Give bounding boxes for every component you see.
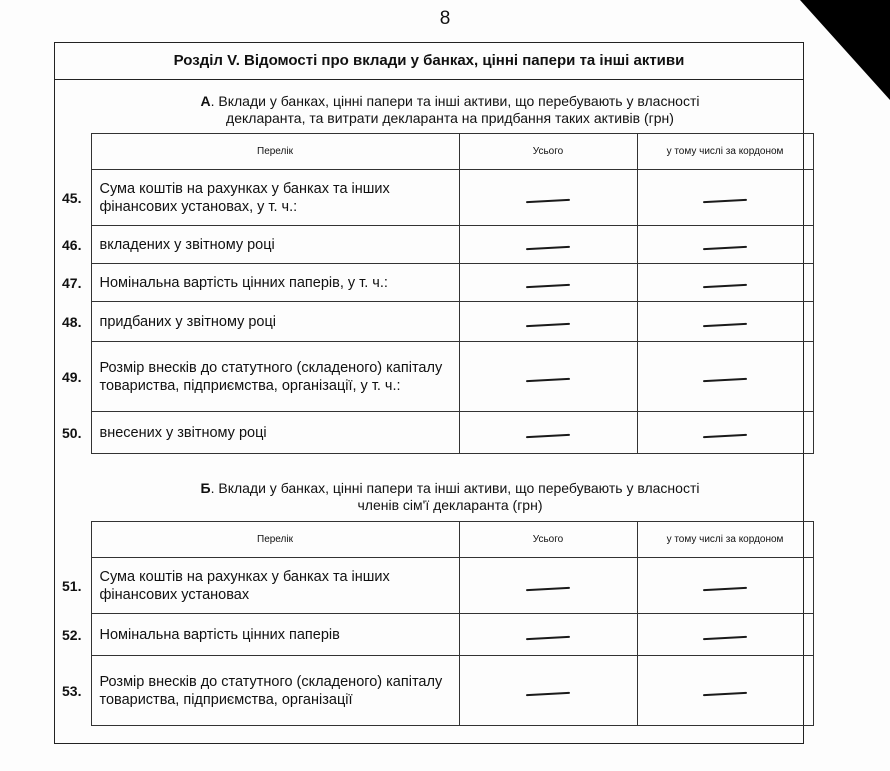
total-cell[interactable] [459,170,637,226]
row-label: придбаних у звітному році [91,302,459,342]
table-row [58,558,813,614]
abroad-cell[interactable] [637,226,813,264]
dash-mark [526,586,570,590]
row-label: Сума коштів на рахунках у банках та інших фінансових установах [91,558,459,614]
total-cell[interactable] [459,614,637,656]
part-a-heading [140,93,760,127]
abroad-cell[interactable] [637,264,813,302]
table-row [58,264,813,302]
dash-mark [526,322,570,326]
dash-mark [703,198,747,202]
dash-mark [703,635,747,639]
dash-mark [526,635,570,639]
dash-mark [703,283,747,287]
table-row [58,170,813,226]
abroad-cell[interactable] [637,302,813,342]
col-total-header: Усього [459,134,637,170]
total-cell[interactable] [459,226,637,264]
row-number: 51. [62,577,82,594]
table-header-row [58,134,813,170]
row-label: Номінальна вартість цінних паперів, у т. ч.: [91,264,459,302]
dash-mark [526,245,570,249]
page-number: 8 [439,8,451,29]
col-abroad-header: у тому числі за кордоном [637,134,813,170]
table-row [58,226,813,264]
abroad-cell[interactable] [637,342,813,412]
part-b-heading [140,480,760,514]
dash-mark [526,283,570,287]
total-cell[interactable] [459,302,637,342]
table-row [58,614,813,656]
row-label: вкладених у звітному році [91,226,459,264]
total-cell[interactable] [459,342,637,412]
part-a-heading-line1: . Вклади у банках, цінні папери та інші активи, що перебувають у власності [210,93,700,109]
dash-mark [526,691,570,695]
row-number: 46. [62,236,82,253]
table-row [58,302,813,342]
part-a-letter: А [200,93,211,109]
part-b-letter: Б [200,480,211,496]
col-total-header: Усього [459,522,637,558]
part-a-heading-line2: декларанта, та витрати декларанта на придбання таких активів (грн) [226,110,674,126]
row-number: 52. [62,626,82,643]
dash-mark [703,691,747,695]
part-a-table [58,133,814,454]
row-number: 45. [62,189,82,206]
total-cell[interactable] [459,656,637,726]
dash-mark [703,586,747,590]
table-row [58,342,813,412]
abroad-cell[interactable] [637,412,813,454]
part-b-heading-line2: членів сім'ї декларанта (грн) [357,497,543,513]
abroad-cell[interactable] [637,558,813,614]
row-label: Сума коштів на рахунках у банках та інших фінансових установах, у т. ч.: [91,170,459,226]
total-cell[interactable] [459,558,637,614]
dash-mark [703,245,747,249]
table-row [58,656,813,726]
row-label: Розмір внесків до статутного (складеного) капіталу товариства, підприємства, організації, у т. ч.: [91,342,459,412]
dash-mark [703,322,747,326]
row-number: 53. [62,682,82,699]
total-cell[interactable] [459,264,637,302]
row-number: 49. [62,368,82,385]
row-label: Розмір внесків до статутного (складеного) капіталу товариства, підприємства, організації [91,656,459,726]
row-number: 47. [62,274,82,291]
part-b-table [58,521,814,726]
dash-mark [703,433,747,437]
row-number: 48. [62,313,82,330]
dash-mark [526,198,570,202]
col-list-header: Перелік [91,134,459,170]
row-label: внесених у звітному році [91,412,459,454]
abroad-cell[interactable] [637,656,813,726]
row-label: Номінальна вартість цінних паперів [91,614,459,656]
dash-mark [703,377,747,381]
col-list-header: Перелік [91,522,459,558]
table-row [58,412,813,454]
row-number: 50. [62,424,82,441]
abroad-cell[interactable] [637,170,813,226]
part-b-heading-line1: . Вклади у банках, цінні папери та інші активи, що перебувають у власності [210,480,700,496]
total-cell[interactable] [459,412,637,454]
col-abroad-header: у тому числі за кордоном [637,522,813,558]
abroad-cell[interactable] [637,614,813,656]
section-title: Розділ V. Відомості про вклади у банках, цінні папери та інші активи [55,43,803,80]
table-header-row [58,522,813,558]
dash-mark [526,433,570,437]
dash-mark [526,377,570,381]
